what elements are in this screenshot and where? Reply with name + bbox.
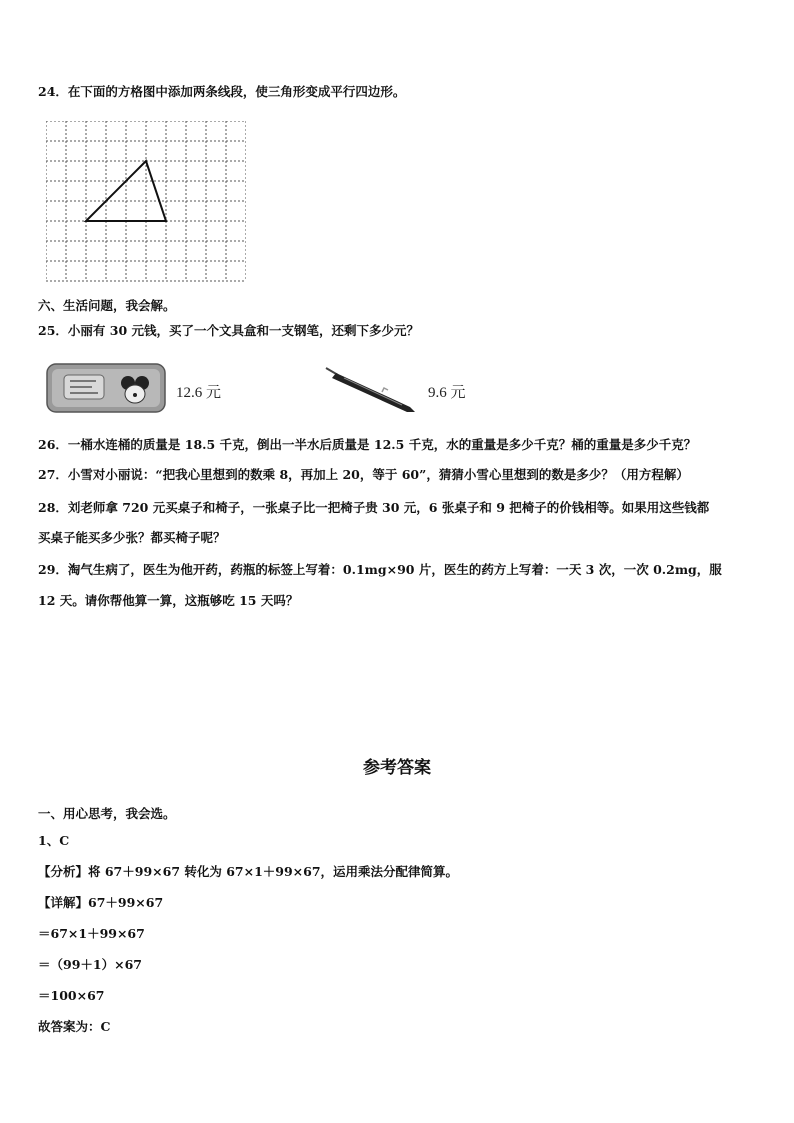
question-28-line-2: 买桌子能买多少张？都买椅子呢？: [38, 530, 226, 545]
section-6-heading: 六、生活问题，我会解。: [38, 298, 176, 313]
question-26: 26．一桶水连桶的质量是 18.5 千克，倒出一半水后质量是 12.5 千克，水的重量是多少千克？桶的重量是多少千克？: [38, 437, 697, 452]
question-24: 24．在下面的方格图中添加两条线段，使三角形变成平行四边形。: [38, 84, 406, 99]
pen-price: 9.6 元: [428, 385, 466, 401]
answer-1: 1、C: [38, 833, 70, 848]
answer-key-title: 参考答案: [363, 758, 431, 778]
answer-step-2: ＝（99＋1）×67: [38, 957, 142, 972]
pencil-case-image: [46, 361, 168, 415]
fountain-pen-image: [322, 362, 418, 416]
answer-conclusion: 故答案为：C: [38, 1019, 111, 1034]
question-29-line-2: 12 天。请你帮他算一算，这瓶够吃 15 天吗？: [38, 593, 299, 608]
answer-step-1: ＝67×1＋99×67: [38, 926, 145, 941]
question-27: 27．小雪对小丽说：“把我心里想到的数乘 8，再加上 20，等于 60”，猜猜小雪心里想到的数是多少？（用方程解）: [38, 467, 689, 482]
answer-section-1-heading: 一、用心思考，我会选。: [38, 806, 176, 821]
question-29-line-1: 29．淘气生病了，医生为他开药，药瓶的标签上写着：0.1mg×90 片，医生的药方上写着：一天 3 次，一次 0.2mg，服: [38, 562, 722, 577]
question-25: 25．小丽有 30 元钱，买了一个文具盒和一支钢笔，还剩下多少元？: [38, 323, 419, 338]
answer-analysis: 【分析】将 67＋99×67 转化为 67×1＋99×67，运用乘法分配律简算。: [38, 864, 459, 879]
question-28-line-1: 28．刘老师拿 720 元买桌子和椅子，一张桌子比一把椅子贵 30 元，6 张桌子和 9 把椅子的价钱相等。如果用这些钱都: [38, 500, 710, 515]
answer-step-3: ＝100×67: [38, 988, 105, 1003]
answer-detail: 【详解】67＋99×67: [38, 895, 164, 910]
square-grid-with-triangle: [46, 121, 246, 283]
pencil-case-price: 12.6 元: [176, 385, 222, 401]
